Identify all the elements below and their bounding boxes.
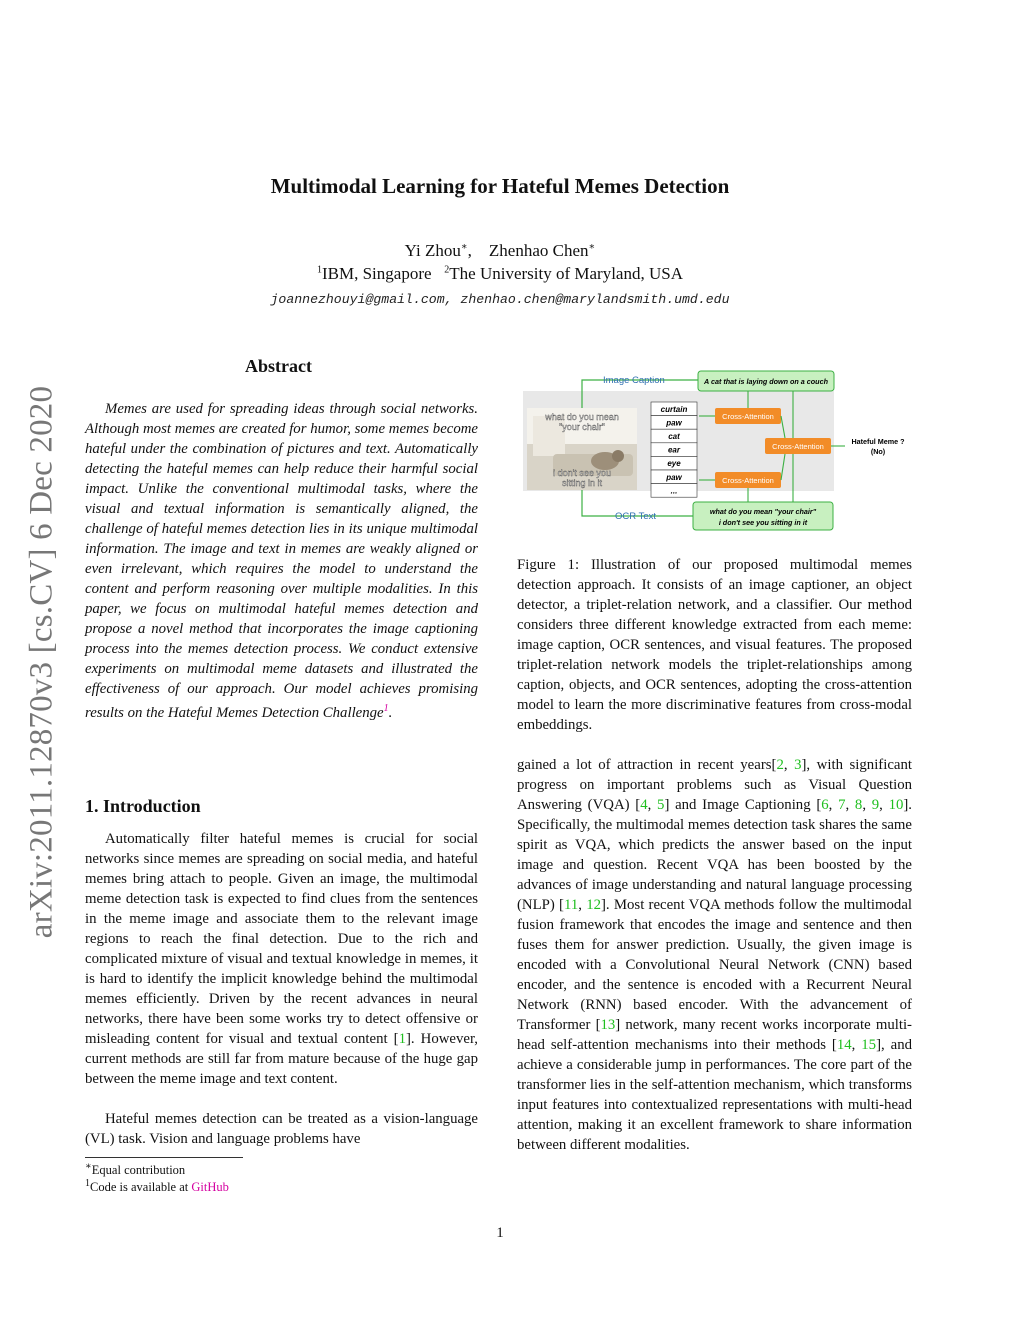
citation-link[interactable]: 1 (398, 1031, 406, 1047)
citation-link[interactable]: 14 (836, 1037, 852, 1053)
citation-link[interactable]: 6 (821, 797, 829, 813)
footnote-ref-1[interactable]: 1 (383, 703, 389, 714)
github-link[interactable]: GitHub (191, 1180, 229, 1195)
object-list (651, 402, 697, 497)
svg-text:Cross-Attention: Cross-Attention (772, 442, 824, 451)
meme-bottom-text-1: i don't see you (553, 468, 611, 478)
object-label: cat (668, 432, 680, 441)
meme-image (527, 408, 637, 490)
svg-text:A cat that is laying down on a: A cat that is laying down on a couch (704, 377, 828, 386)
affiliation-2: The University of Maryland, USA (449, 264, 683, 283)
figure-1-caption: Figure 1: Illustration of our proposed multimodal memes detection approach. It consists of an image captioner, an object detector, a triplet-relation network, and a classifier. Our method considers three different knowledge extracted from each meme: image caption, OCR sentences, and visual features. The proposed triplet-relation network models the triplet-relationships among caption, objects, and OCR sentences, adopting the cross-attention model to learn the more discriminative features from cross-modal embeddings. (517, 557, 912, 733)
object-label: paw (666, 418, 682, 428)
ocr-text-label: OCR Text (615, 511, 657, 522)
svg-text:Cross-Attention: Cross-Attention (722, 476, 774, 485)
citation-link[interactable]: 4 (640, 797, 648, 813)
citation-link[interactable]: 11 (564, 897, 579, 913)
abstract-heading: Abstract (245, 356, 312, 376)
citation-link[interactable]: 15 (861, 1037, 877, 1053)
meme-top-text-1: what do you mean (545, 412, 619, 422)
author-1: Yi Zhou (404, 241, 461, 260)
object-label: paw (666, 472, 682, 482)
object-label: ear (667, 445, 681, 455)
section-heading-introduction: 1. Introduction (85, 796, 201, 816)
arxiv-stamp: arXiv:2011.12870v3 [cs.CV] 6 Dec 2020 (23, 385, 60, 939)
svg-text:what do you mean "your chair": what do you mean "your chair" (709, 507, 817, 516)
svg-text:i don't see you sitting in it: i don't see you sitting in it (718, 518, 808, 527)
citation-link[interactable]: 5 (657, 797, 665, 813)
citation-link[interactable]: 13 (600, 1017, 616, 1033)
affiliation-1: IBM, Singapore (321, 264, 432, 283)
svg-text:Cross-Attention: Cross-Attention (722, 412, 774, 421)
citation-link[interactable]: 7 (838, 797, 846, 813)
object-label: curtain (660, 404, 688, 414)
author-line: Yi Zhou∗, Zhenhao Chen∗ (404, 241, 596, 260)
footnote-divider (85, 1157, 243, 1158)
output-label-2: (No) (870, 447, 886, 456)
object-label: ... (670, 486, 678, 496)
intro-paragraph-1: Automatically filter hateful memes is crucial for social networks since memes are spreading on social media, and hateful memes bring attach to people. Given an image, the multimodal meme detection task is expected to find clues from the sentences in the meme image and associate them to the relevant image regions to reach the final detection. Due to the rich and complicated mixture of visual and textual knowledge in memes, it is hard to identify the implicit knowledge behind the multimodal memes efficiently. Driven by the recent advances in neural networks, there have been some works try to detect offensive or misleading content for visual and textual content [1]. However, current methods are still far from mature because of the huge gap between the meme image and text content. (85, 831, 478, 1087)
meme-top-text-2: "your chair" (559, 422, 605, 432)
page-number: 1 (496, 1225, 504, 1241)
output-label-1: Hateful Meme ? (851, 437, 905, 446)
citation-link[interactable]: 2 (776, 757, 784, 773)
intro-paragraph-2: Hateful memes detection can be treated as a vision-language (VL) task. Vision and language problems have (85, 1111, 478, 1147)
intro-paragraph-continued: gained a lot of attraction in recent years[2, 3], with significant progress on important problems such as Visual Question Answering (VQA) [4, 5] and Image Captioning [6, 7, 8, 9, 10]. Specifically, the multimodal memes detection task shares the same spirit as VQA, which predicts the answer based on the input image and question. Recent VQA has been boosted by the advances of image understanding and natural language processing (NLP) [11, 12]. Most recent VQA methods follow the multimodal fusion framework that encodes the image and sentence and then fuses them for answer prediction. Usually, the given image is encoded with a Convolutional Neural Network (CNN) based encoder, and the sentence is encoded with a Recurrent Neural Network (RNN) based encoder. With the advancement of Transformer [13] network, many recent works incorporate multi-head self-attention mechanisms into their methods [14, 15], and achieve a considerable jump in performances. The core part of the transformer lies in the self-attention mechanism, which transforms input features into contextualized representations with multi-head attention, making it an excellent framework to share information between different modalities. (517, 757, 913, 1153)
abstract-text: Memes are used for spreading ideas through social networks. Although most memes are created for humor, some memes become hateful under the combination of pictures and text. Automatically detecting the hateful memes can help reduce their harmful social impact. Unlike the conventional multimodal tasks, where the visual and textual information is semantically aligned, the challenge of hateful memes detection lies in its unique multimodal information. The image and text in memes are weakly aligned or even irrelevant, which requires the model to understand the content and perform reasoning over multiple modalities. In this paper, we focus on multimodal hateful memes detection and propose a novel method that incorporates the image captioning process into the memes detection process. We conduct extensive experiments on multimodal meme datasets and illustrated the effectiveness of our approach. Our model achieves promising results on the Hateful Memes Detection Challenge$^1$. (85, 401, 478, 721)
author-2: Zhenhao Chen (488, 241, 589, 260)
citation-link[interactable]: 12 (586, 897, 601, 913)
object-label: eye (667, 459, 681, 469)
affiliation-line: $^1$IBM, Singapore $^2$The University of Maryland, USA (316, 264, 683, 283)
image-caption-label: Image Caption (603, 375, 665, 386)
citation-link[interactable]: 3 (794, 757, 802, 773)
author-emails: joannezhouyi@gmail.com, zhenhao.chen@marylandsmith.umd.edu (270, 292, 730, 307)
footnote-1: ∗Equal contribution (85, 1161, 186, 1178)
citation-link[interactable]: 8 (854, 797, 863, 813)
paper-title: Multimodal Learning for Hateful Memes Detection (270, 174, 730, 198)
citation-link[interactable]: 9 (871, 797, 880, 813)
footnote-2: $^1$Code is available at GitHub (85, 1178, 229, 1195)
citation-link[interactable]: 10 (888, 797, 904, 813)
meme-bottom-text-2: sitting in it (561, 478, 603, 488)
figure-1 (523, 368, 918, 538)
